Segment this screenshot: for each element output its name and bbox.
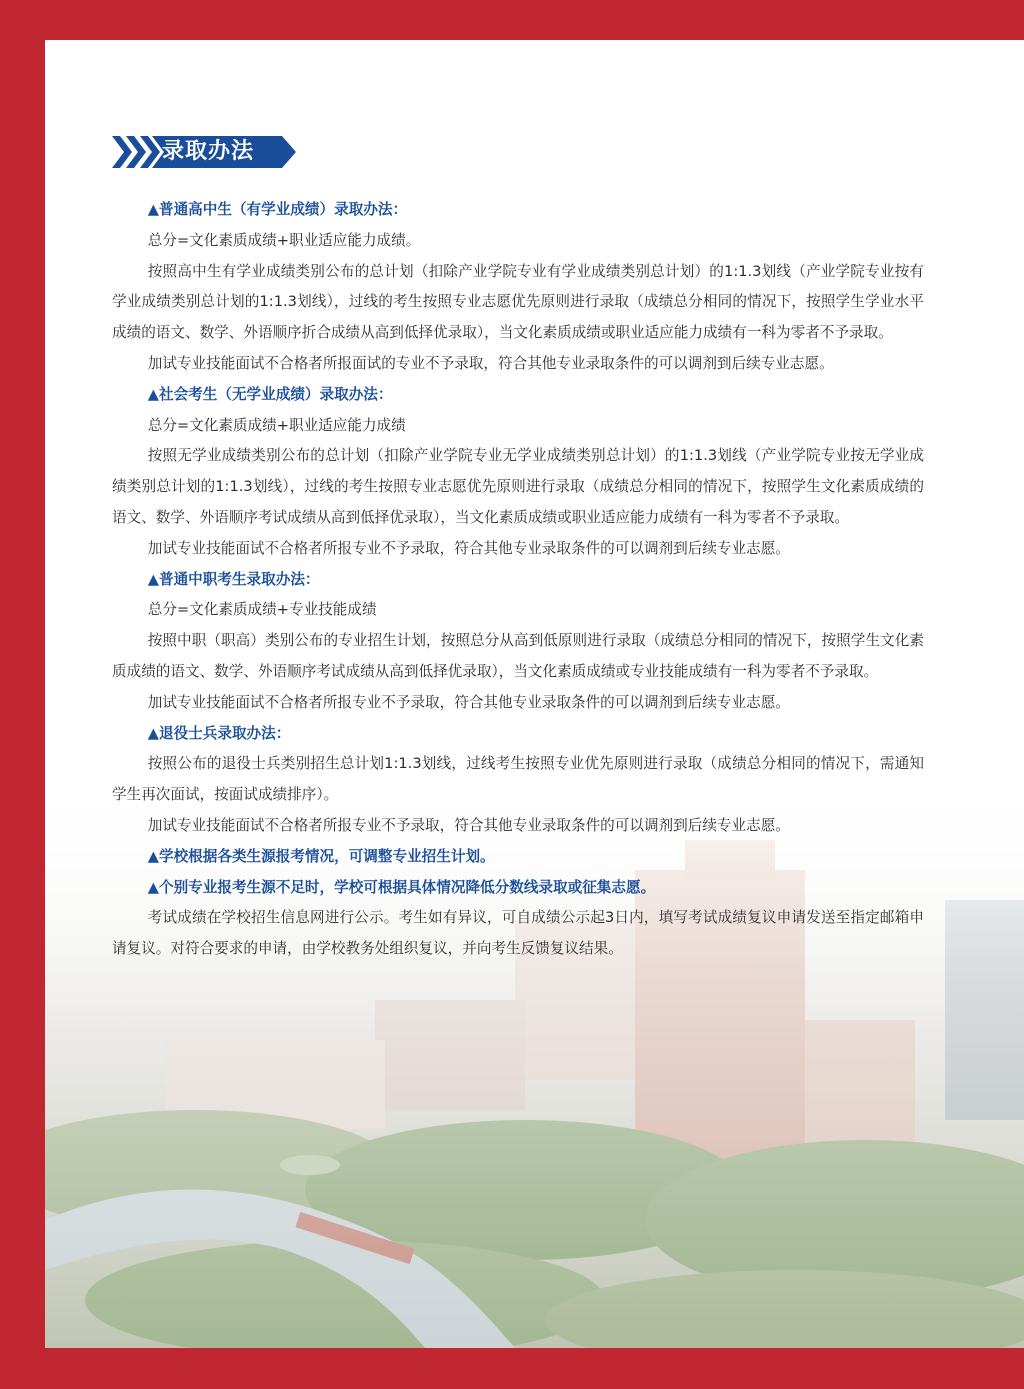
body-paragraph: 按照无学业成绩类别公布的总计划（扣除产业学院专业无学业成绩类别总计划）的1:1.3划线（产业学院专业按无学业成绩类别总计划的1:1.3划线），过线的考生按照专业志愿优先原则进行录取（成绩总分相同的情况下，按照学生文化素质成绩的语文、数学、外语顺序考试成绩从高到低择优录取），当文化素质成绩或职业适应能力成绩有一科为零者不予录取。 [112, 447, 924, 526]
body-paragraph: 总分=文化素质成绩+职业适应能力成绩。 [147, 231, 421, 249]
page-panel [45, 40, 1024, 1348]
heading-social-candidates: ▲社会考生（无学业成绩）录取办法： [147, 385, 393, 403]
body-paragraph: 总分=文化素质成绩+专业技能成绩 [147, 601, 377, 619]
body-paragraph: 按照公布的退役士兵类别招生总计划1:1.3划线，过线考生按照专业优先原则进行录取（成绩总分相同的情况下，需通知学生再次面试，按面试成绩排序）。 [112, 755, 924, 804]
body-paragraph: 加试专业技能面试不合格者所报专业不予录取，符合其他专业录取条件的可以调剂到后续专业志愿。 [147, 816, 790, 834]
heading-vocational-candidates: ▲普通中职考生录取办法： [147, 570, 320, 588]
body-paragraph: 加试专业技能面试不合格者所报面试的专业不予录取，符合其他专业录取条件的可以调剂到后续专业志愿。 [147, 354, 834, 372]
heading-general-high-school: ▲普通高中生（有学业成绩）录取办法： [147, 201, 408, 218]
admission-rules-text [112, 195, 924, 965]
body-paragraph: 总分=文化素质成绩+职业适应能力成绩 [147, 416, 406, 434]
section-title-banner [112, 134, 296, 170]
heading-insufficient-applicants: ▲个别专业报考生源不足时，学校可根据具体情况降低分数线录取或征集志愿。 [147, 878, 656, 896]
body-paragraph: 按照高中生有学业成绩类别公布的总计划（扣除产业学院专业有学业成绩类别总计划）的1:1.3划线（产业学院专业按有学业成绩类别总计划的1:1.3划线），过线的考生按照专业志愿优先原则进行录取（成绩总分相同的情况下，按照学生学业水平成绩的语文、数学、外语顺序折合成绩从高到低择优录取），当文化素质成绩或职业适应能力成绩有一科为零者不予录取。 [112, 262, 924, 342]
body-paragraph: 加试专业技能面试不合格者所报专业不予录取，符合其他专业录取条件的可以调剂到后续专业志愿。 [147, 539, 790, 557]
body-paragraph: 加试专业技能面试不合格者所报专业不予录取，符合其他专业录取条件的可以调剂到后续专业志愿。 [147, 693, 790, 711]
section-title: 录取办法 [162, 139, 255, 164]
heading-plan-adjustment: ▲学校根据各类生源报考情况，可调整专业招生计划。 [147, 847, 495, 865]
body-paragraph: 按照中职（职高）类别公布的专业招生计划，按照总分从高到低原则进行录取（成绩总分相同的情况下，按照学生文化素质成绩的语文、数学、外语顺序考试成绩从高到低择优录取），当文化素质成绩或专业技能成绩有一科为零者不予录取。 [112, 632, 924, 680]
heading-veterans: ▲退役士兵录取办法： [147, 724, 291, 742]
body-paragraph: 考试成绩在学校招生信息网进行公示。考生如有异议，可自成绩公示起3日内，填写考试成绩复议申请发送至指定邮箱申请复议。对符合要求的申请，由学校教务处组织复议，并向考生反馈复议结果。 [112, 909, 924, 958]
